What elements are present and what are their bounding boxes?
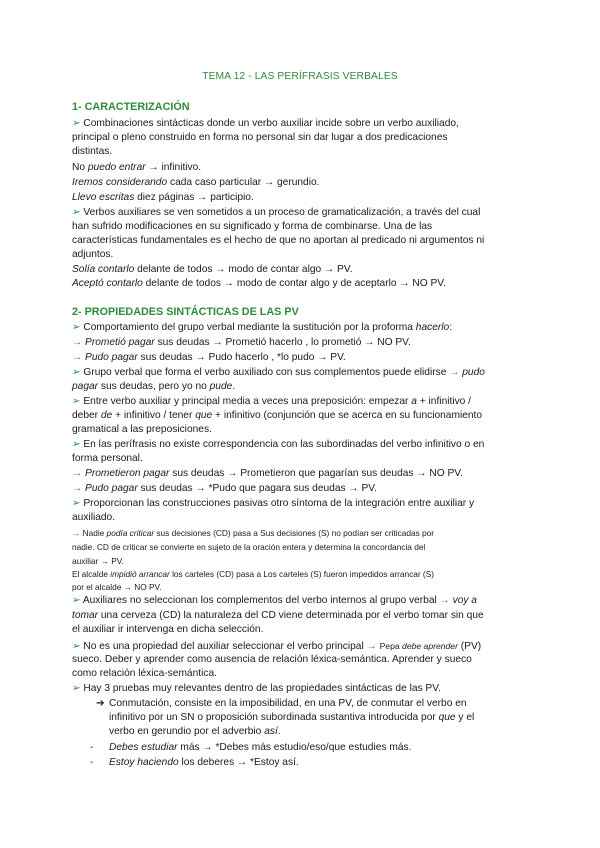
arrow-icon: → [366,641,377,652]
arrow-icon: → [123,582,132,592]
arrow-icon: → [215,264,226,275]
arrow-icon: → [202,742,213,753]
s1-line-7: adjuntos. [72,249,114,260]
s2-line-8: gramatical a las preposiciones. [72,424,212,435]
arrow-icon: → [197,192,208,203]
dash-icon: - [90,742,94,753]
s2-small-4: El alcalde impidió arrancar los carteles (CD) pasa a Los carteles (S) fueron impedidos arrancar (S) [72,569,434,579]
s2-line-14: auxiliado. [72,512,116,523]
dash-icon: - [90,757,94,768]
s2-line-21: ➢ Hay 3 pruebas muy relevantes dentro de las propiedades sintácticas de las PV. [72,683,441,694]
s2-line-18: ➢ No es una propiedad del auxiliar seleccionar el verbo principal → Pepa debe aprender (PV) [72,641,482,652]
s2-line-5: pagar sus deudas, pero yo no pude. [72,381,236,392]
s2-small-1: → Nadie podía criticar sus decisiones (CD) pasa a Sus decisiones (S) no podían ser criticadas por [72,528,435,538]
arrow-icon: → [100,556,109,566]
arrow-icon: → [227,468,238,479]
arrow-icon: → [72,528,81,538]
s2-sub-line-3: verbo en gerundio por el adverbio así. [109,726,281,737]
arrow-icon: → [416,468,427,479]
s1-line-5: han sufrido modificaciones en su significado y forma de combinarse. Una de las [72,221,433,232]
s2-sub-line-2: infinitivo por un SN o proposición subordinada sustantiva introducida por que y el [109,712,475,723]
s2-line-9: ➢ En las perífrasis no existe correspondencia con las subordinadas del verbo infinitivo o en [72,439,485,450]
bullet-icon: ➢ [72,396,81,407]
s2-sub-line-1: Conmutación, consiste en la imposibilidad, en una PV, de conmutar el verbo en [109,698,467,709]
bullet-icon: ➢ [72,439,81,450]
s2-line-15: ➢ Auxiliares no seleccionan los complementos del verbo internos al grupo verbal → voy a [72,595,477,606]
s2-line-6: ➢ Entre verbo auxiliar y principal media a veces una preposición: empezar a + infinitivo / [72,396,472,407]
s1-example-2: Iremos considerando cada caso particular → gerundio. [72,177,320,188]
s2-small-5: por el alcalde → NO PV. [72,582,162,592]
bullet-icon: ➢ [72,498,81,509]
bullet-icon: ➢ [72,322,81,333]
arrow-icon: → [72,337,83,348]
bullet-icon: ➢ [72,683,81,694]
s2-line-12: → Pudo pagar sus deudas → *Pudo que pagara sus deudas → PV. [72,483,377,494]
arrow-icon: → [364,337,375,348]
sub-arrow-icon: ➔ [96,698,105,709]
s2-line-10: forma personal. [72,453,143,464]
arrow-icon: → [439,595,450,606]
s2-line-17: el auxiliar ir intervenga en dicha selección. [72,624,264,635]
s2-small-3: auxiliar → PV. [72,556,124,566]
s1-line-6: características fundamentales es el hecho de que no aportan al predicado ni argumentos ni [72,235,485,246]
arrow-icon: → [195,483,206,494]
arrow-icon: → [212,337,223,348]
s1-example-1: No puedo entrar → infinitivo. [72,162,202,173]
s2-line-7: deber de + infinitivo / tener que + infinitivo (conjunción que se acerca en su funcionamiento [72,410,483,421]
arrow-icon: → [195,352,206,363]
s1-example-4: Solía contarlo delante de todos → modo de contar algo → PV. [72,264,353,275]
s1-example-5: Aceptó contarlo delante de todos → modo de contar algo y de aceptarlo → NO PV. [72,278,446,289]
s2-line-13: ➢ Proporcionan las construcciones pasivas otro síntoma de la integración entre auxiliar y [72,498,475,509]
s1-line-1: ➢ Combinaciones sintácticas donde un verbo auxiliar incide sobre un verbo auxiliado, [72,118,459,129]
bullet-icon: ➢ [72,367,81,378]
s2-line-19: sueco. Deber y aprender como ausencia de relación léxica-semántica. Aprender y sueco [72,654,472,665]
arrow-icon: → [148,162,159,173]
arrow-icon: → [263,177,275,188]
bullet-icon: ➢ [72,595,81,606]
page-title: TEMA 12 - LAS PERÍFRASIS VERBALES [202,71,398,82]
s2-line-20: como relación léxica-semántica. [72,668,217,679]
s2-line-3: → Pudo pagar sus deudas → Pudo hacerlo , *lo pudo → PV. [72,352,346,363]
s2-line-2: → Prometió pagar sus deudas → Prometió hacerlo , lo prometió → NO PV. [72,337,411,348]
s2-line-11: → Prometieron pagar sus deudas → Prometieron que pagarían sus deudas → NO PV. [72,468,463,479]
s2-line-4: ➢ Grupo verbal que forma el verbo auxiliado con sus complementos puede elidirse → pudo [72,367,485,378]
arrow-icon: → [72,483,83,494]
s1-line-2: principal o pleno construido en forma no personal sin dar lugar a dos predicaciones [72,132,448,143]
s1-line-4: ➢ Verbos auxiliares se ven sometidos a un proceso de gramaticalización, a través del cual [72,207,481,218]
section-1-heading: 1- CARACTERIZACIÓN [72,101,190,113]
arrow-icon: → [399,278,410,289]
arrow-icon: → [449,367,460,378]
arrow-icon: → [348,483,359,494]
bullet-icon: ➢ [72,641,81,652]
s2-dash-example-2: Estoy haciendo los deberes → *Estoy así. [109,757,299,768]
bullet-icon: ➢ [72,207,81,218]
s2-small-2: nadie. CD de criticar se convierte en sujeto de la oración entera y determina la concordancia del [72,542,426,552]
arrow-icon: → [223,278,234,289]
arrow-icon: → [324,264,335,275]
s2-line-16: tomar una cerveza (CD) la naturaleza del CD viene determinada por el verbo tomar sin que [72,610,484,621]
section-2-heading: 2- PROPIEDADES SINTÁCTICAS DE LAS PV [72,306,299,318]
s2-dash-example-1: Debes estudiar más → *Debes más estudio/eso/que estudies más. [109,742,412,753]
s1-line-3: distintas. [72,146,113,157]
bullet-icon: ➢ [72,118,81,129]
s2-line-1: ➢ Comportamiento del grupo verbal mediante la sustitución por la proforma hacerlo: [72,322,453,333]
arrow-icon: → [317,352,328,363]
arrow-icon: → [72,352,83,363]
arrow-icon: → [237,757,248,768]
s1-example-3: Llevo escritas diez páginas → participio. [72,192,254,203]
arrow-icon: → [72,468,83,479]
